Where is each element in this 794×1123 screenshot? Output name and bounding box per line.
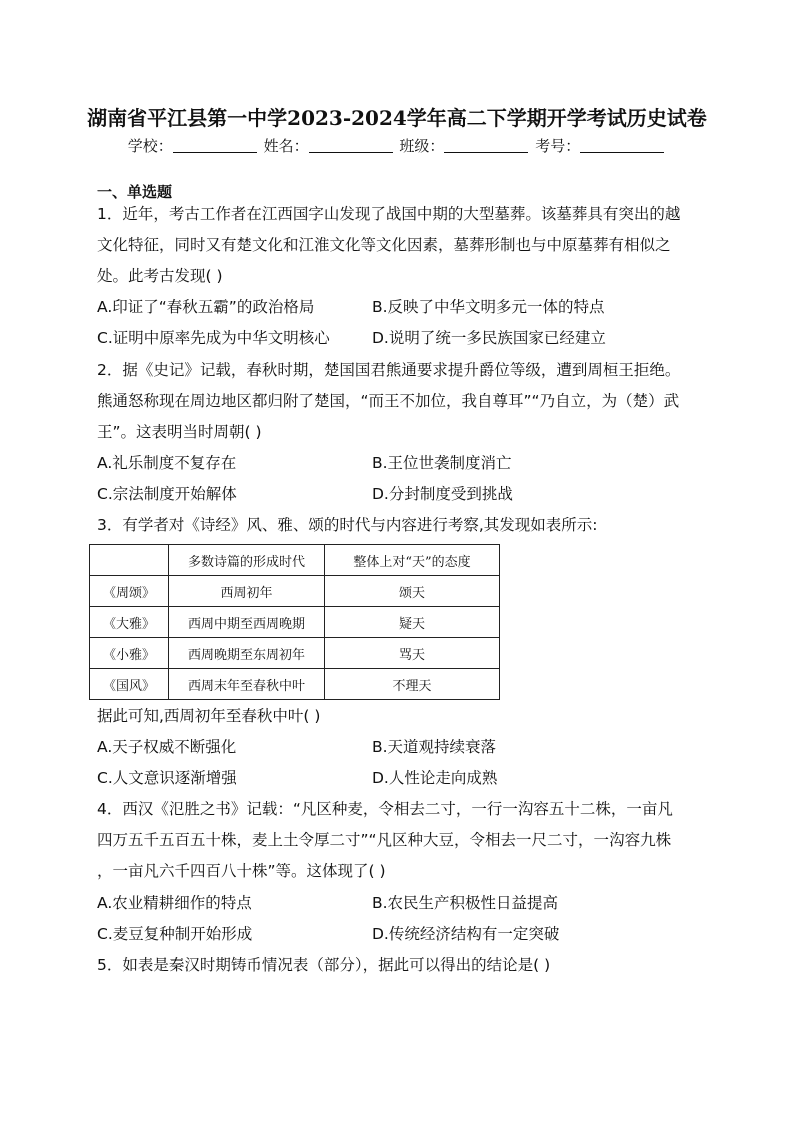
- q1-line-3: 处。此考古发现( ): [97, 267, 223, 285]
- class-label: 班级：: [399, 137, 445, 155]
- q3-option-c[interactable]: C.人文意识逐渐增强: [97, 769, 237, 787]
- q3-option-d[interactable]: D.人性论走向成熟: [372, 769, 498, 787]
- q1-option-c[interactable]: C.证明中原率先成为中华文明核心: [97, 329, 330, 347]
- q2-option-a[interactable]: A.礼乐制度不复存在: [97, 454, 237, 472]
- name-label: 姓名：: [263, 137, 309, 155]
- q4-option-c[interactable]: C.麦豆复种制开始形成: [97, 925, 253, 943]
- table-header-row: [90, 545, 500, 576]
- q1-option-a[interactable]: A.印证了“春秋五霸”的政治格局: [97, 298, 315, 316]
- table-row: [90, 669, 500, 700]
- table-header-cell: 整体上对“天”的态度: [325, 545, 500, 576]
- q3-intro: 3．有学者对《诗经》风、雅、颂的时代与内容进行考察,其发现如表所示:: [97, 516, 598, 534]
- q2-option-d[interactable]: D.分封制度受到挑战: [372, 485, 513, 503]
- q2-option-c[interactable]: C.宗法制度开始解体: [97, 485, 237, 503]
- table-cell: 西周中期至西周晚期: [169, 607, 325, 638]
- table-row: [90, 576, 500, 607]
- table-header-cell: [90, 545, 169, 576]
- q3-option-b[interactable]: B.天道观持续衰落: [372, 738, 497, 756]
- school-blank[interactable]: [173, 138, 257, 153]
- table-cell: 《国风》: [90, 669, 169, 700]
- table-cell: 西周晚期至东周初年: [169, 638, 325, 669]
- table-row: [90, 638, 500, 669]
- table-cell: 西周末年至春秋中叶: [169, 669, 325, 700]
- q2-line-1: 2．据《史记》记载，春秋时期，楚国国君熊通要求提升爵位等级，遭到周桓王拒绝。: [97, 361, 681, 379]
- q4-option-a[interactable]: A.农业精耕细作的特点: [97, 894, 252, 912]
- q2-option-b[interactable]: B.王位世袭制度消亡: [372, 454, 512, 472]
- q3-option-a[interactable]: A.天子权威不断强化: [97, 738, 237, 756]
- table-cell: 骂天: [325, 638, 500, 669]
- shijing-table: [89, 544, 500, 700]
- table-header-cell: 多数诗篇的形成时代: [169, 545, 325, 576]
- q5-line: 5．如表是秦汉时期铸币情况表（部分），据此可以得出的结论是( ): [97, 956, 551, 974]
- name-blank[interactable]: [309, 138, 393, 153]
- q1-option-b[interactable]: B.反映了中华文明多元一体的特点: [372, 298, 605, 316]
- number-blank[interactable]: [580, 138, 664, 153]
- section-heading: 一、单选题: [97, 183, 173, 201]
- table-cell: 《小雅》: [90, 638, 169, 669]
- table-cell: 颂天: [325, 576, 500, 607]
- table-cell: 不理天: [325, 669, 500, 700]
- number-label: 考号：: [535, 137, 581, 155]
- table-row: [90, 607, 500, 638]
- q4-line-1: 4．西汉《氾胜之书》记载：“凡区种麦，令相去二寸，一行一沟容五十二株，一亩凡: [97, 800, 673, 818]
- q4-line-3: ，一亩凡六千四百八十株”等。这体现了( ): [97, 862, 386, 880]
- exam-title: 湖南省平江县第一中学2023-2024学年高二下学期开学考试历史试卷: [87, 106, 707, 130]
- q1-line-1: 1．近年，考古工作者在江西国字山发现了战国中期的大型墓葬。该墓葬具有突出的越: [97, 205, 681, 223]
- table-cell: 《周颂》: [90, 576, 169, 607]
- q4-option-b[interactable]: B.农民生产积极性日益提高: [372, 894, 559, 912]
- q4-option-d[interactable]: D.传统经济结构有一定突破: [372, 925, 560, 943]
- q3-after: 据此可知,西周初年至春秋中叶( ): [97, 707, 321, 725]
- school-label: 学校：: [127, 137, 173, 155]
- q1-option-d[interactable]: D.说明了统一多民族国家已经建立: [372, 329, 606, 347]
- q4-line-2: 四万五千五百五十株，麦上土令厚二寸”“凡区种大豆，令相去一尺二寸，一沟容九株: [97, 831, 672, 849]
- table-cell: 疑天: [325, 607, 500, 638]
- q2-line-3: 王”。这表明当时周朝( ): [97, 423, 262, 441]
- student-info-line: [0, 135, 794, 156]
- q2-line-2: 熊通怒称现在周边地区都归附了楚国，“而王不加位，我自尊耳”“乃自立，为（楚）武: [97, 392, 680, 410]
- table-cell: 《大雅》: [90, 607, 169, 638]
- table-cell: 西周初年: [169, 576, 325, 607]
- class-blank[interactable]: [444, 138, 528, 153]
- q1-line-2: 文化特征，同时又有楚文化和江淮文化等文化因素，墓葬形制也与中原墓葬有相似之: [97, 236, 671, 254]
